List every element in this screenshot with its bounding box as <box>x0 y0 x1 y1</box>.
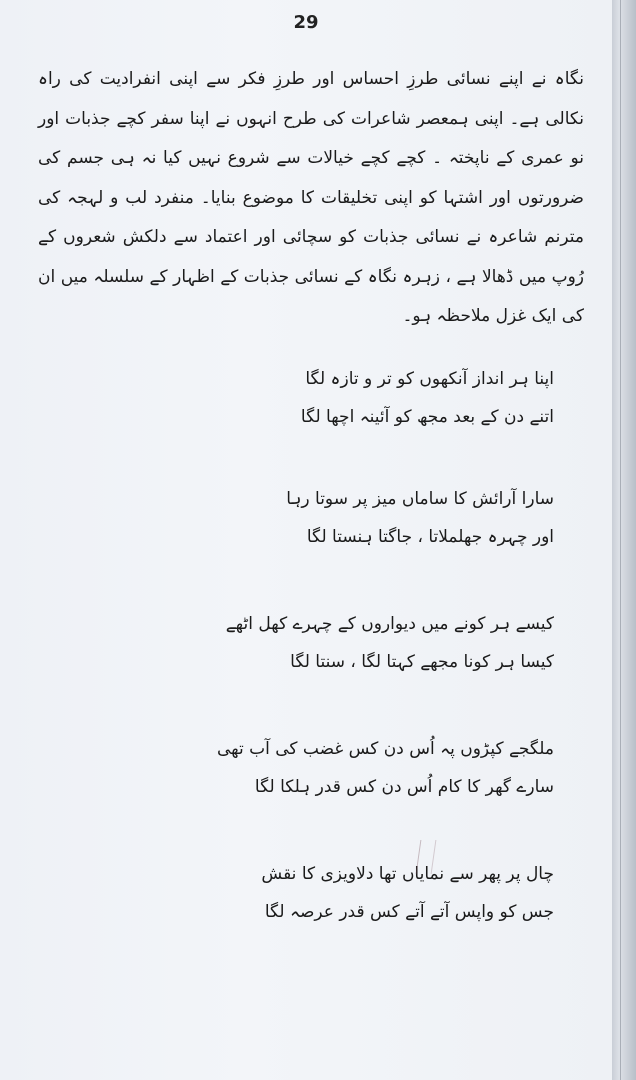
ghazal-couplet <box>150 855 554 931</box>
verse-line: اپنا ہر انداز آنکھوں کو تر و تازہ لگا <box>305 369 554 389</box>
page-number: 29 <box>293 12 319 33</box>
verse-line: ملگجے کپڑوں پہ اُس دن کس غضب کی آب تھی <box>216 739 554 759</box>
verse-line: چال پر پھر سے نمایاں تھا دلاویزی کا نقش <box>261 864 554 884</box>
verse-line: جس کو واپس آتے آتے کس قدر عرصہ لگا <box>264 902 554 922</box>
verse-line: سارے گھر کا کام اُس دن کس قدر ہلکا لگا <box>254 777 554 797</box>
verse-line: کیسے ہر کونے میں دیواروں کے چہرے کھل اٹھے <box>225 614 554 634</box>
prose-paragraph: نگاہ نے اپنے نسائی طرزِ احساس اور طرزِ فکر سے اپنی انفرادیت کی راہ نکالی ہے۔ اپنی ہمعصر شاعرات کی طرح انہوں نے اپنا سفر کچے جذبات اور نو عمری کے ناپختہ ۔ کچے کچے خیالات سے شروع نہیں کیا نہ ہی جسم کی ضرورتوں اور اشتہا کو اپنی تخلیقات کا موضوع بنایا۔ منفرد لب و لہجہ کی مترنم شاعرہ نے نسائی جذبات کو سچائی اور اعتماد سے دلکش شعروں کے رُوپ میں ڈھالا ہے ، زہرہ نگاہ کے نسائی جذبات کے اظہار کے سلسلہ میں ان کی ایک غزل ملاحظہ ہو۔ <box>38 69 584 326</box>
ghazal-couplet <box>150 360 554 436</box>
verse-line: کیسا ہر کونا مجھے کہتا لگا ، سنتا لگا <box>290 652 554 672</box>
verse-line: سارا آرائش کا ساماں میز پر سوتا رہا <box>286 489 554 509</box>
ghazal-couplet <box>150 730 554 806</box>
verse-line: اتنے دن کے بعد مجھ کو آئینہ اچھا لگا <box>300 407 554 427</box>
verse-line: اور چہرہ جھلملاتا ، جاگتا ہنستا لگا <box>306 527 554 547</box>
page-edge <box>612 0 636 1080</box>
ghazal-couplet <box>150 605 554 681</box>
ghazal-couplet <box>150 480 554 556</box>
